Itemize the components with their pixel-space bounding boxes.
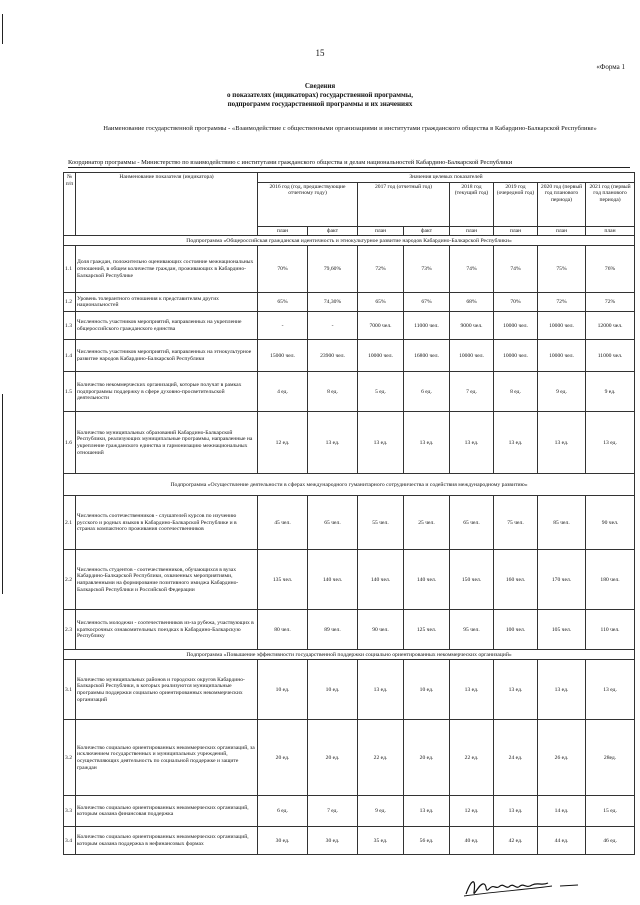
value-cell: 44 ед. (538, 827, 586, 855)
value-cell: 9000 чел. (450, 312, 494, 340)
coordinator: Координатор программы - Министерство по взаимодействию с институтами гражданского общества и делам национальностей Кабардино-Балкарской Республики (68, 159, 513, 166)
value-cell: 67% (404, 293, 450, 312)
value-cell: 85 чел. (538, 496, 586, 550)
value-cell: 13 ед. (450, 660, 494, 720)
value-cell: 28ед. (586, 720, 635, 796)
value-cell: 11000 чел. (404, 312, 450, 340)
row-number: 2.2 (64, 550, 76, 610)
indicator-name: Количество муниципальных районов и городских округов Кабардино-Балкарской Республики, в которых реализуются муниципальные программы поддержки социально ориентированных некоммерческих организаций (76, 660, 258, 720)
value-cell: 180 чел. (586, 550, 635, 610)
value-cell: - (258, 312, 308, 340)
value-cell: 30 ед. (308, 827, 358, 855)
value-cell: 15000 чел. (258, 340, 308, 372)
subheader-plan: план (538, 226, 586, 236)
value-cell: 10 ед. (258, 660, 308, 720)
value-cell: 6 ед. (258, 796, 308, 827)
row-number: 1.3 (64, 312, 76, 340)
value-cell: 12000 чел. (586, 312, 635, 340)
column-header-indicator: Наименование показателя (индикатора) (76, 173, 258, 236)
value-cell: 65 чел. (308, 496, 358, 550)
value-cell: 42 ед. (494, 827, 538, 855)
value-cell: 4 ед. (258, 372, 308, 412)
value-cell: 13 ед. (586, 660, 635, 720)
value-cell: 65 чел. (450, 496, 494, 550)
subprogram-heading-3: Подпрограмма «Повышение эффективности государственной поддержки социально ориентированных некоммерческих организаций» (64, 650, 635, 660)
value-cell: 74% (450, 246, 494, 293)
indicator-name: Количество некоммерческих организаций, которые получат в рамках подпрограммы поддержку в сфере духовно-просветительской деятельности (76, 372, 258, 412)
value-cell: 11000 чел. (586, 340, 635, 372)
table-row (64, 827, 635, 855)
value-cell: 22 ед. (358, 720, 404, 796)
value-cell: 10000 чел. (358, 340, 404, 372)
value-cell: 56 ед. (404, 827, 450, 855)
column-header-values: Значения целевых показателей (258, 173, 635, 183)
column-header-number: № п/п (64, 173, 76, 236)
value-cell: 140 чел. (308, 550, 358, 610)
indicators-table (63, 172, 635, 855)
value-cell: 89 чел. (308, 610, 358, 650)
indicator-name: Количество социально ориентированных некоммерческих организаций, за исключением государственных и муниципальных учреждений, осуществляющих деятельность по социальной поддержке и защите граждан (76, 720, 258, 796)
value-cell: 80 чел. (258, 610, 308, 650)
subheader-plan: план (586, 226, 635, 236)
value-cell: 74,30% (308, 293, 358, 312)
value-cell: 10 ед. (404, 660, 450, 720)
indicator-name: Количество социально ориентированных некоммерческих организаций, которым оказана финансовая поддержка (76, 796, 258, 827)
value-cell: 14 ед. (538, 796, 586, 827)
subheader-plan: план (358, 226, 404, 236)
value-cell: 9 ед. (538, 372, 586, 412)
value-cell: 90 чел. (358, 610, 404, 650)
value-cell: 90 чел. (586, 496, 635, 550)
value-cell: 10 ед. (308, 660, 358, 720)
subheader-plan: план (450, 226, 494, 236)
value-cell: 65% (358, 293, 404, 312)
row-number: 3.3 (64, 796, 76, 827)
row-number: 3.4 (64, 827, 76, 855)
value-cell: 13 ед. (538, 660, 586, 720)
value-cell: 46 ед. (586, 827, 635, 855)
indicator-name: Уровень толерантного отношения к представителям других национальностей (76, 293, 258, 312)
value-cell: 20 ед. (404, 720, 450, 796)
row-number: 1.2 (64, 293, 76, 312)
table-row (64, 340, 635, 372)
row-number: 1.4 (64, 340, 76, 372)
table-row (64, 796, 635, 827)
value-cell: 74% (494, 246, 538, 293)
value-cell: 95 чел. (450, 610, 494, 650)
value-cell: 8 ед. (494, 372, 538, 412)
value-cell: 13 ед. (586, 412, 635, 474)
row-number: 1.6 (64, 412, 76, 474)
value-cell: 13 ед. (494, 660, 538, 720)
value-cell: 125 чел. (404, 610, 450, 650)
indicator-name: Количество социально ориентированных некоммерческих организаций, которым оказана поддержка в нефинансовых формах (76, 827, 258, 855)
value-cell: 9 ед. (358, 796, 404, 827)
value-cell: 70% (258, 246, 308, 293)
subheader-fact: факт (308, 226, 358, 236)
subprogram-heading-2: Подпрограмма «Осуществление деятельности в сферах международного гуманитарного сотрудничества и содействия международному развитию» (64, 474, 635, 496)
table-row (64, 496, 635, 550)
value-cell: 10000 чел. (538, 340, 586, 372)
program-name: Наименование государственной программы - «Взаимодействие с общественными организациями и институтами гражданского общества в Кабардино-Балкарской Республике» (103, 125, 597, 132)
value-cell: 73% (404, 246, 450, 293)
page-number: 15 (315, 48, 325, 58)
value-cell: 10000 чел. (494, 312, 538, 340)
value-cell: 72% (358, 246, 404, 293)
value-cell: 100 чел. (494, 610, 538, 650)
value-cell: 20 ед. (308, 720, 358, 796)
value-cell: 140 чел. (404, 550, 450, 610)
value-cell: 105 чел. (538, 610, 586, 650)
value-cell: 7000 чел. (358, 312, 404, 340)
column-header-year-2020: 2020 год (первый год планового периода) (538, 182, 586, 226)
table-row (64, 660, 635, 720)
form-label: «Форма 1 (596, 63, 625, 71)
indicator-name: Численность молодежи - соотечественников из-за рубежа, участвующих в краткосрочных ознакомительных поездках в Кабардино-Балкарскую Республику (76, 610, 258, 650)
value-cell: 15 ед. (586, 796, 635, 827)
value-cell: 9 ед. (586, 372, 635, 412)
value-cell: 13 ед. (538, 412, 586, 474)
value-cell: 13 ед. (308, 412, 358, 474)
value-cell: 13 ед. (358, 412, 404, 474)
value-cell: 79,60% (308, 246, 358, 293)
indicator-name: Численность студентов - соотечественников, обучающихся в вузах Кабардино-Балкарской Республики, охваченных мероприятиями, направленными на формирование позитивного имиджа Кабардино-Балкарской Республики и Российской Федерации (76, 550, 258, 610)
value-cell: 13 ед. (404, 796, 450, 827)
value-cell: 72% (538, 293, 586, 312)
value-cell: 10000 чел. (538, 312, 586, 340)
value-cell: 7 ед. (308, 796, 358, 827)
value-cell: 24 ед. (494, 720, 538, 796)
value-cell: 72% (586, 293, 635, 312)
table-row (64, 412, 635, 474)
value-cell: 65% (258, 293, 308, 312)
value-cell: 13 ед. (450, 412, 494, 474)
divider (68, 167, 630, 168)
table-row (64, 550, 635, 610)
value-cell: 150 чел. (450, 550, 494, 610)
value-cell: 16800 чел. (404, 340, 450, 372)
indicator-name: Численность участников мероприятий, направленных на этнокультурное развитие народов Кабардино-Балкарской Республики (76, 340, 258, 372)
table-row (64, 293, 635, 312)
value-cell: 40 ед. (450, 827, 494, 855)
value-cell: 75 чел. (494, 496, 538, 550)
value-cell: 12 ед. (258, 412, 308, 474)
value-cell: 20 ед. (258, 720, 308, 796)
row-number: 3.2 (64, 720, 76, 796)
row-number: 1.1 (64, 246, 76, 293)
value-cell: 13 ед. (358, 660, 404, 720)
value-cell: 22 ед. (450, 720, 494, 796)
row-number: 2.1 (64, 496, 76, 550)
value-cell: 110 чел. (586, 610, 635, 650)
indicator-name: Доля граждан, положительно оценивающих состояние межнациональных отношений, в общем количестве граждан, проживающих в Кабардино-Балкарской Республике (76, 246, 258, 293)
subheader-fact: факт (404, 226, 450, 236)
signature (462, 874, 582, 902)
table-row (64, 610, 635, 650)
value-cell: 55 чел. (358, 496, 404, 550)
value-cell: - (308, 312, 358, 340)
value-cell: 35 ед. (358, 827, 404, 855)
value-cell: 10000 чел. (450, 340, 494, 372)
subheader-plan: план (258, 226, 308, 236)
value-cell: 8 ед. (308, 372, 358, 412)
value-cell: 13 ед. (494, 796, 538, 827)
row-number: 3.1 (64, 660, 76, 720)
column-header-year-2017: 2017 год (отчетный год) (358, 182, 450, 226)
row-number: 1.5 (64, 372, 76, 412)
indicator-name: Численность соотечественников - слушателей курсов по изучению русского и родных языков в Кабардино-Балкарской Республике и в странах компактного проживания соотечественников (76, 496, 258, 550)
value-cell: 26 ед. (538, 720, 586, 796)
document-subtitle: о показателях (индикаторах) государственной программы, подпрограмм государственной программы и их значениях (227, 91, 413, 108)
value-cell: 30 ед. (258, 827, 308, 855)
column-header-year-2019: 2019 год (очередной год) (494, 182, 538, 226)
value-cell: 10000 чел. (494, 340, 538, 372)
binder-mark (2, 394, 3, 594)
value-cell: 70% (494, 293, 538, 312)
indicator-name: Количество муниципальных образований Кабардино-Балкарской Республики, реализующих муниципальные программы, направленные на укрепление гражданского единства и гармонизацию межнациональных отношений (76, 412, 258, 474)
subheader-plan: план (494, 226, 538, 236)
value-cell: 6 ед. (404, 372, 450, 412)
table-row (64, 246, 635, 293)
binder-mark (2, 14, 3, 44)
subprogram-heading-1: Подпрограмма «Общероссийская гражданская идентичность и этнокультурное развитие народов Кабардино-Балкарской Республики» (64, 236, 635, 246)
column-header-year-2021: 2021 год (первый год планового периода) (586, 182, 635, 226)
row-number: 2.3 (64, 610, 76, 650)
value-cell: 25 чел. (404, 496, 450, 550)
document-title: Сведения (304, 82, 336, 90)
column-header-year-2018: 2018 год (текущий год) (450, 182, 494, 226)
value-cell: 75% (538, 246, 586, 293)
table-row (64, 372, 635, 412)
value-cell: 23900 чел. (308, 340, 358, 372)
value-cell: 12 ед. (450, 796, 494, 827)
value-cell: 13 ед. (494, 412, 538, 474)
table-row (64, 312, 635, 340)
value-cell: 13 ед. (404, 412, 450, 474)
column-header-year-2016: 2016 год (год, предшествующие отчетному году) (258, 182, 358, 226)
value-cell: 7 ед. (450, 372, 494, 412)
value-cell: 140 чел. (358, 550, 404, 610)
indicator-name: Численность участников мероприятий, направленных на укрепление общероссийского гражданского единства (76, 312, 258, 340)
value-cell: 5 ед. (358, 372, 404, 412)
table-row (64, 720, 635, 796)
value-cell: 76% (586, 246, 635, 293)
value-cell: 170 чел. (538, 550, 586, 610)
value-cell: 160 чел. (494, 550, 538, 610)
value-cell: 45 чел. (258, 496, 308, 550)
value-cell: 135 чел. (258, 550, 308, 610)
value-cell: 68% (450, 293, 494, 312)
